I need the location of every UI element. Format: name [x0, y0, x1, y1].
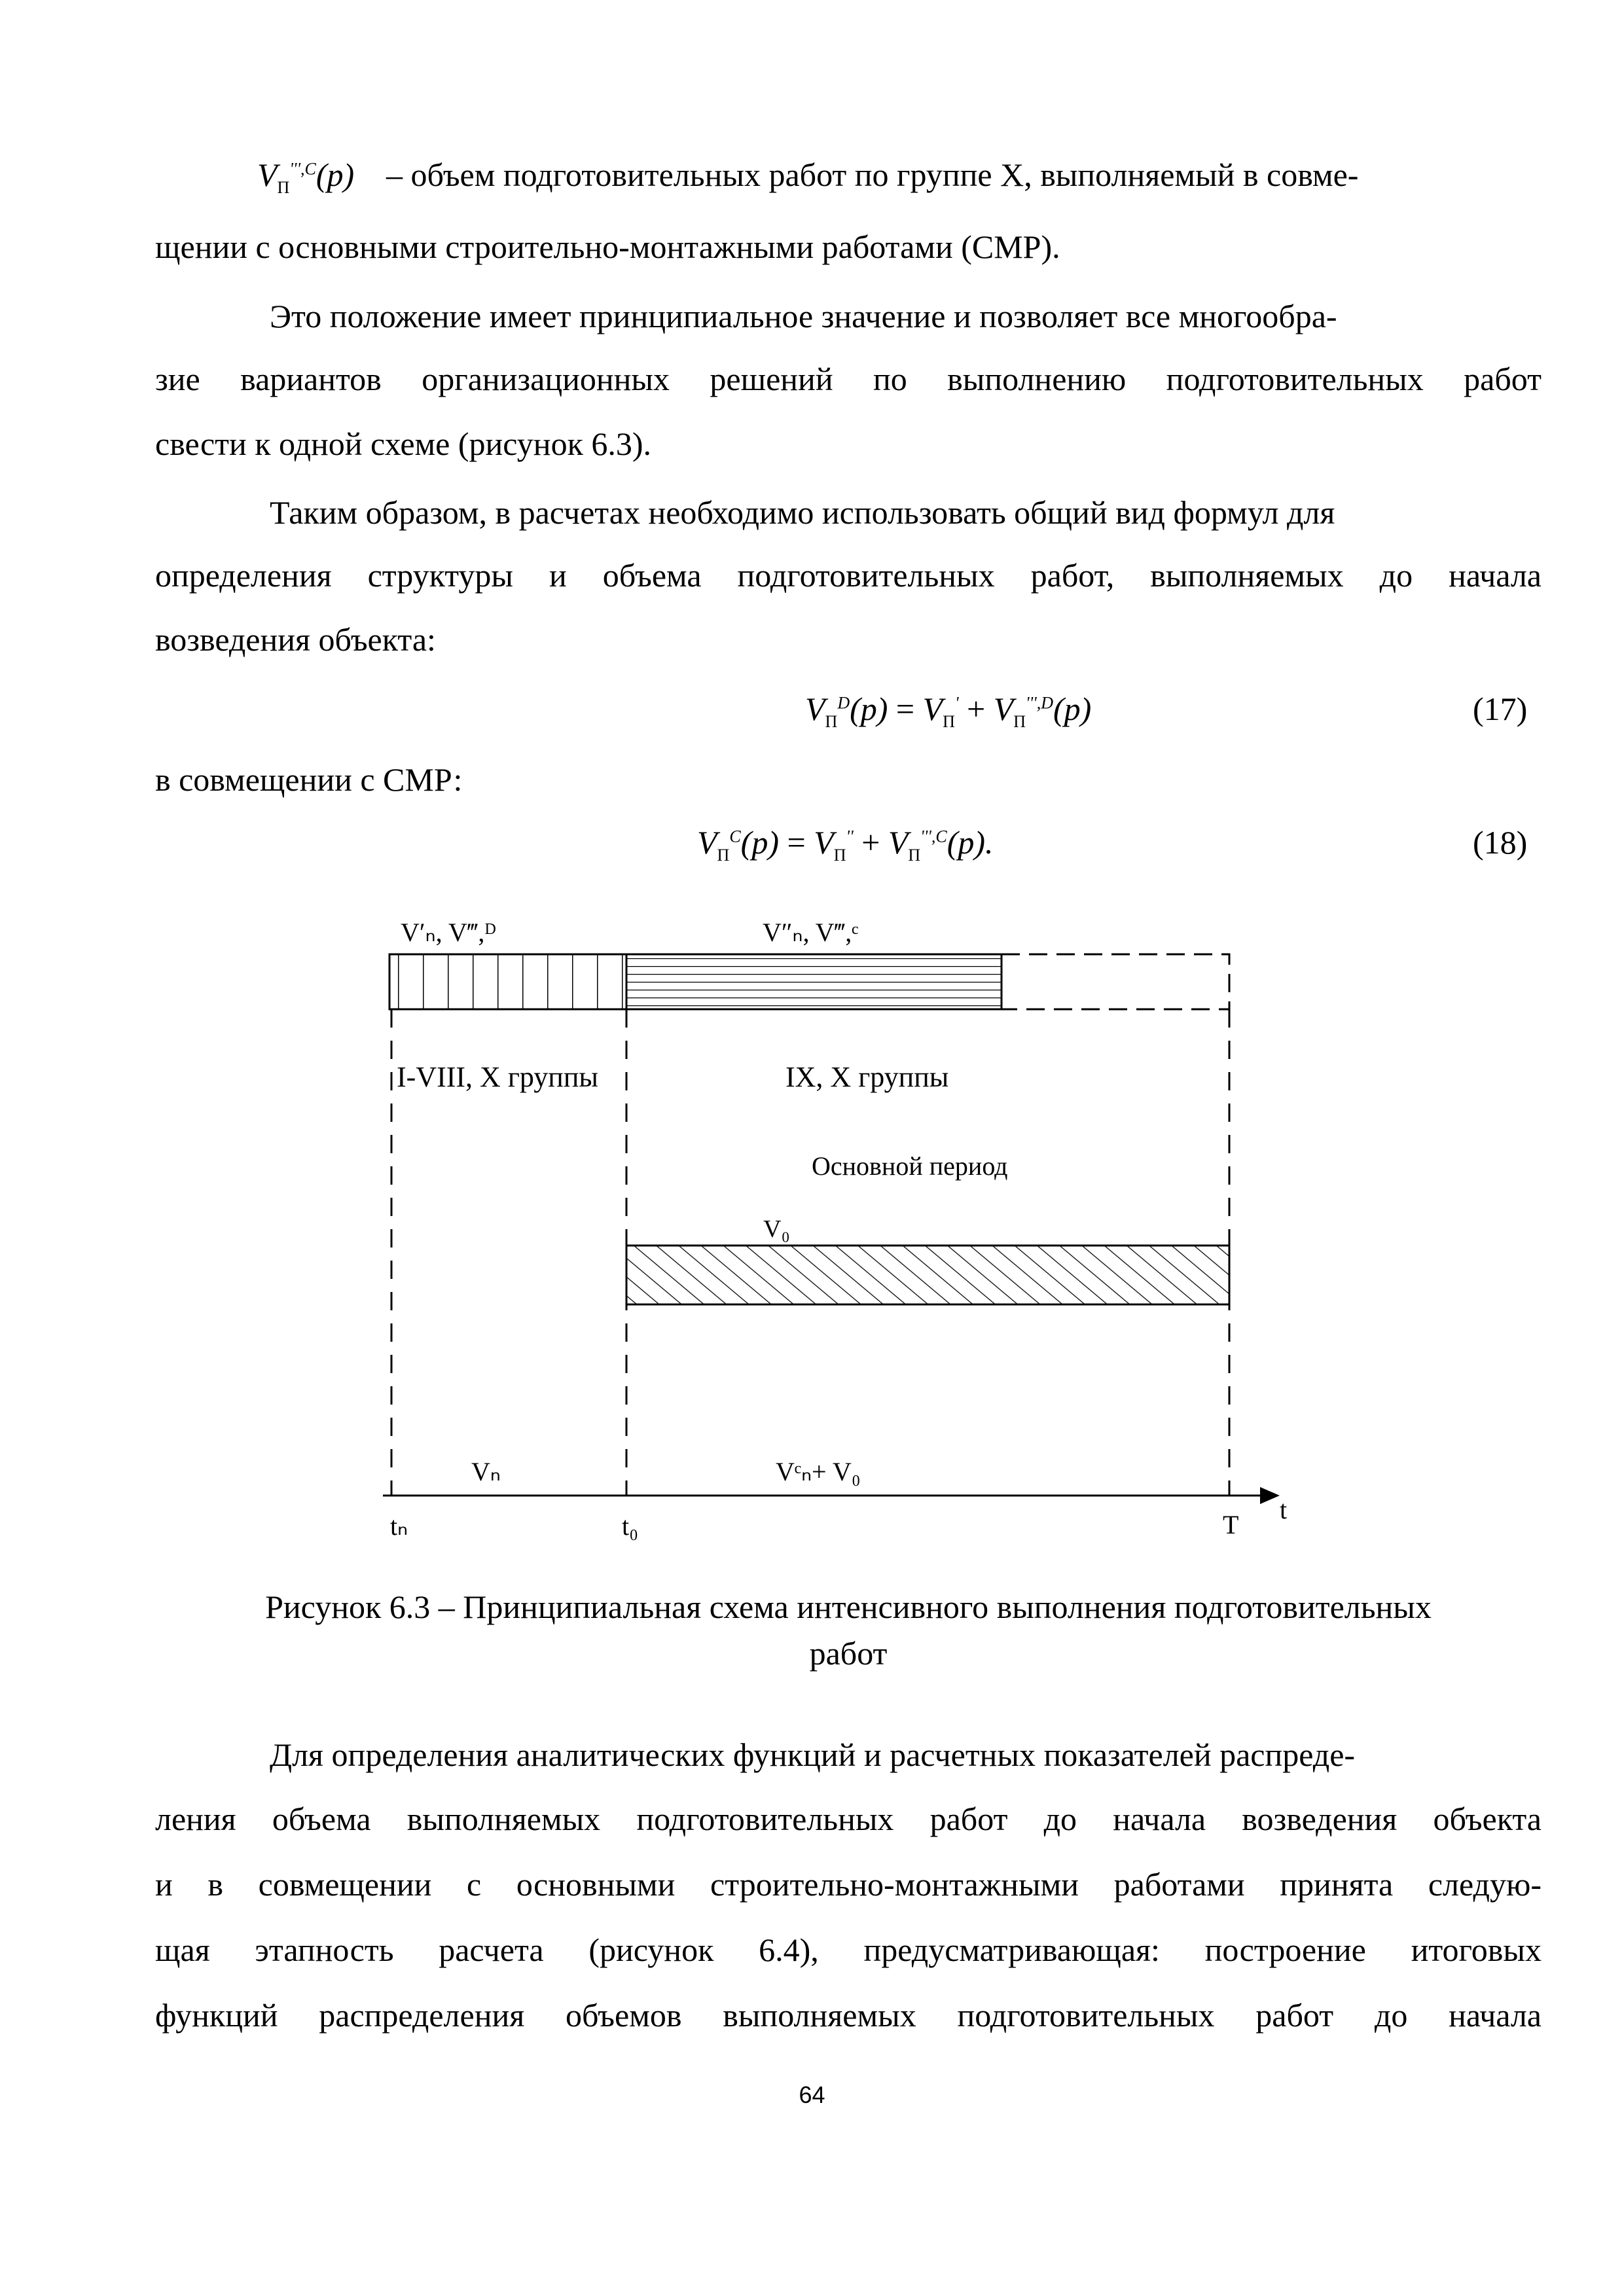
- axis-t0: t₀: [622, 1511, 639, 1541]
- top-right-label: V″ₙ, V‴,ᶜ: [763, 918, 859, 947]
- formula-lead: $V_П^{''',C}(p)$: [257, 156, 355, 197]
- paragraph4-line1: Для определения аналитических функций и расчетных показателей распреде-: [270, 1736, 1356, 1773]
- paragraph2-line3: свести к одной схеме (рисунок 6.3).: [155, 425, 652, 462]
- paragraph4-line2: ления объема выполняемых подготовительных работ до начала возведения объекта: [155, 1801, 1542, 1837]
- formula-18-number: (18): [1473, 824, 1528, 861]
- axis-t: t: [1280, 1495, 1288, 1524]
- paragraph4-line3: и в совмещении с основными строительно-монтажными работами принята следую-: [155, 1866, 1542, 1903]
- prep-bar-continuation: [1001, 954, 1229, 1009]
- prep-bar-before: [389, 954, 626, 1009]
- figure-caption-line2: работ: [809, 1635, 888, 1672]
- prep-bar-combined: [626, 954, 1001, 1009]
- time-axis-arrow: [1260, 1487, 1280, 1504]
- group-left-label: I-VIII, X группы: [397, 1061, 598, 1093]
- period-label: Основной период: [812, 1151, 1008, 1181]
- paragraph4-line5: функций распределения объемов выполняемых подготовительных работ до начала: [155, 1997, 1542, 2034]
- paragraph2-line1: Это положение имеет принципиальное значение и позволяет все многообра-: [270, 298, 1337, 334]
- paragraph1-line2: щении с основными строительно-монтажными работами (СМР).: [155, 228, 1060, 265]
- paragraph1-line1-rest: – объем подготовительных работ по группе X, выполняемый в совме-: [386, 156, 1359, 193]
- paragraph2-line2: зие вариантов организационных решений по выполнению подготовительных работ: [155, 361, 1542, 397]
- page-number: 64: [799, 2081, 825, 2108]
- figure-caption-line1: Рисунок 6.3 – Принципиальная схема интенсивного выполнения подготовительных: [265, 1588, 1432, 1625]
- paragraph3-line1: Таким образом, в расчетах необходимо использовать общий вид формул для: [270, 494, 1335, 531]
- axis-T: T: [1223, 1510, 1239, 1539]
- main-works-label: V₀: [763, 1215, 790, 1243]
- bottom-right-label: Vᶜₙ+ V₀: [776, 1457, 861, 1486]
- formula-17-number: (17): [1473, 691, 1528, 727]
- formula-17: $V_П^D(p) = V_П' + V_П^{''',D}(p)$: [805, 691, 1092, 731]
- top-left-label: V′ₙ, V‴,ᴰ: [401, 918, 496, 947]
- paragraph3-line2: определения структуры и объема подготовительных работ, выполняемых до начала: [155, 557, 1542, 594]
- paragraph3-line3: возведения объекта:: [155, 621, 436, 658]
- group-right-label: IX, X группы: [785, 1061, 949, 1093]
- main-works-bar: [626, 1246, 1229, 1304]
- between-text: в совмещении с СМР:: [155, 761, 463, 798]
- paragraph4-line4: щая этапность расчета (рисунок 6.4), предусматривающая: построение итоговых: [155, 1931, 1542, 1968]
- axis-tn: tₙ: [390, 1511, 408, 1541]
- bottom-left-label: Vₙ: [471, 1457, 501, 1486]
- formula-18: $V_П^C(p) = V_П'' + V_П^{''',C}(p)$.: [697, 824, 994, 865]
